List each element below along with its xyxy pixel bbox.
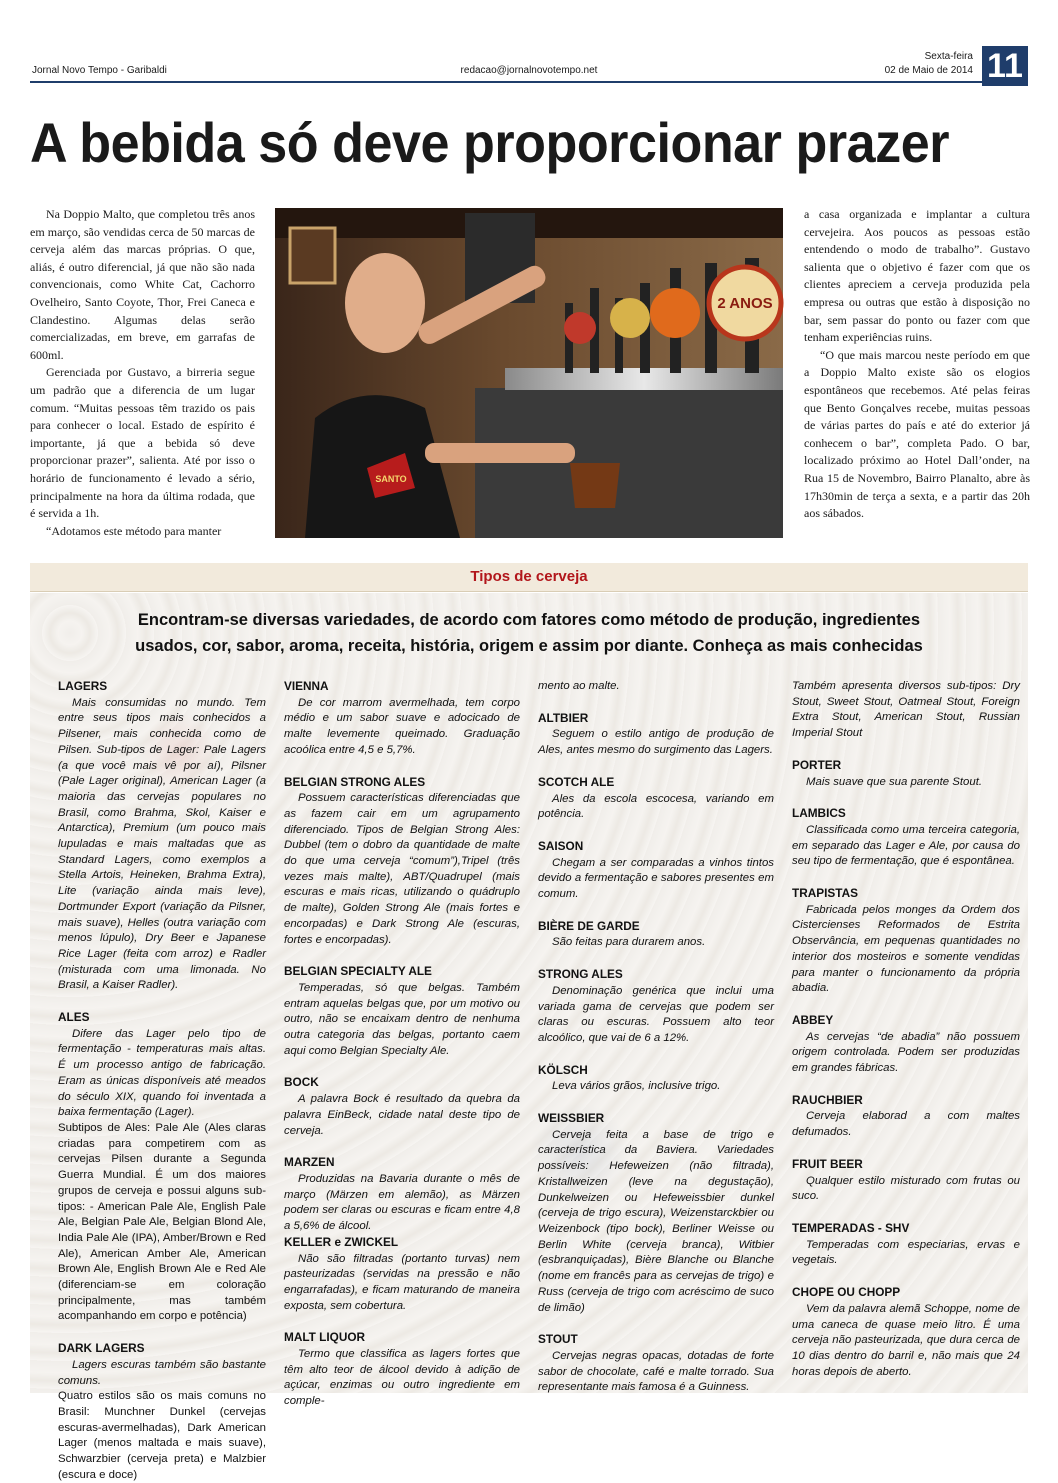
entry-spacer [284,1059,520,1075]
beer-type-entry [284,1075,520,1139]
entry-spacer [792,870,1020,886]
beer-type-heading: LAMBICS [792,806,846,821]
beer-type-heading: DARK LAGERS [58,1341,145,1356]
beer-type-entry [792,1013,1020,1077]
bar-taps-illustration [275,208,783,538]
email-address[interactable]: redacao@jornalnovotempo.net [460,65,598,76]
beer-type-entry [58,1341,266,1483]
tap-badge [610,298,650,338]
beer-types-column-1 [58,679,266,1483]
article-paragraph: Gerenciada por Gustavo, a birreria segue um padrão que a diferencia de um lugar comum. “Muitas pessoas têm trazido os pais para conhecer o local. Estado de espírito é importante, já que a bebida só deve proporcionar prazer”, salienta. Até por isso o horário de funcionamento é levado a sério, principalmente na hora da última rodada, que é servida a 1h. [30,365,255,521]
intro-line: usados, cor, sabor, aroma, receita, história, origem e assim por diante. Conheça as mais conhecidas [135,637,923,655]
beer-types-column-3 [538,679,774,1396]
entry-spacer [58,994,266,1010]
beer-type-heading: TEMPERADAS - SHV [792,1220,910,1235]
beer-type-entry [538,919,774,951]
beer-type-description: As cervejas “de abadia” não possuem origem controlada. Podem ser produzidas em grandes fábricas. [792,1030,1020,1075]
entry-spacer [538,1095,774,1111]
beer-type-heading: LAGERS [58,679,108,693]
beer-type-description: Denominação genérica que inclui uma variada gama de cervejas que podem ser claras ou escuras. Possuem alto teor alcoólico, que vai de 6 a 12%. [538,984,774,1044]
article-paragraph: Na Doppio Malto, que completou três anos em março, são vendidas cerca de 50 marcas de cerveja além das marcas próprias. O que, aliás, é outro diferencial, já que não são nada convencionais, como White Cat, Cachorro Ovelheiro, Santo Coyote, Thor, Frei Caneca e Clandestino. Algumas delas serão comercializadas, em breve, em garrafas de 600ml. [30,207,255,362]
beer-type-heading: KELLER e ZWICKEL [284,1234,399,1249]
beer-types-intro [30,607,1028,659]
anniversary-badge-text: 2 ANOS [717,295,773,312]
beer-type-heading: RAUCHBIER [792,1092,863,1107]
intro-line: Encontram-se diversas variedades, de acordo com fatores como método de produção, ingredientes [137,611,921,629]
beer-type-heading: BELGIAN SPECIALTY ALE [284,964,432,979]
beer-type-description: Temperadas, só que belgas. Também entram aquelas belgas que, por um motivo ou outro, não se encaixam dentro de nenhuma outra categoria das belgas, portanto caem aqui como Belgian Specialty Ale. [284,981,520,1057]
beer-type-entry [538,1063,774,1095]
beer-type-description: Cervejas negras opacas, dotadas de forte sabor de chocolate, café e malte torrado. Sua representante mais famosa é a Guinness. [538,1349,774,1394]
beer-type-description: Termo que classifica as lagers fortes que têm alto teor de álcool devido à adição de açúcar, enzimas ou outro ingrediente em comple- [284,1348,520,1408]
entry-spacer [284,948,520,964]
beer-type-description: Fabricada pelos monges da Ordem dos Cistercienses Reformados de Estrita Observância, em pequenas quantidades no interior dos mosteiros e somente vendidas para manter o funcionamento da própria abadia. [792,903,1020,995]
beer-type-description: Qualquer estilo misturado com frutas ou suco. [792,1174,1020,1203]
beer-type-description: Vem da palavra alemã Schoppe, nome de uma caneca de quase meio litro. É uma cerveja não pasteurizada, que dura cerca de 10 dias dentro do barril e, não mais que 24 horas depois de aberto. [792,1302,1020,1378]
beer-type-heading: STOUT [538,1332,578,1347]
article-paragraph: a casa organizada e implantar a cultura cervejeira. Aos poucos as pessoas estão entendendo o modo de trabalho”. Gustavo salienta que o objetivo é fazer com que os clientes apreciem a cerveja produzida pela empresa ou outras que estão à disposição no bar, sem passar do ponto ou fazer com que tenham experiências ruins. [804,207,1030,345]
beer-type-heading: WEISSBIER [538,1111,605,1126]
beer-type-heading: STRONG ALES [538,967,623,982]
beer-types-column-4 [792,679,1020,1380]
beer-glass [570,463,620,508]
beer-type-description: Temperadas com especiarias, ervas e vegetais. [792,1238,1020,1267]
entry-spacer [792,742,1020,758]
beer-type-heading: ALES [58,1010,90,1025]
beer-type-entry [538,1111,774,1316]
beer-type-description: Não são filtradas (portanto turvas) nem pasteurizadas (servidas na pressão e não engarrafadas), e ficam maturando de maneira exposta, sem cobertura. [284,1252,520,1312]
beer-type-heading: VIENNA [284,679,329,693]
entry-spacer [538,1047,774,1063]
beer-type-heading: BOCK [284,1075,319,1090]
entry-spacer [284,1139,520,1155]
entry-spacer [284,759,520,775]
beer-type-heading: MARZEN [284,1155,335,1170]
sidebar-title-bar [30,563,1028,592]
beer-type-entry [284,1330,520,1410]
beer-type-entry [284,1155,520,1235]
beer-type-description: Mais consumidas no mundo. Tem entre seus tipos mais conhecidos a Pilsener, mais conhecida como de Pilsen. Sub-tipos de Lager: Pale Lagers (a que você mais vê por aí), Pilsner (Pale Lager original), American Lager (a maioria das cervejas populares no Brasil, como Brahma, Skol, Kaiser e Antarctica), Premium (um pouco mais lupuladas e mais maltadas que as Standard Lagers, como exemplos a Stella Artois, Heineken, Brahma Extra), Lite (variação ainda mais leve), Dortmunder Export (variação da Pilsner, mais suave), Helles (outra variação com menos lúpulo), Dry Beer e Japanese Rice Lager (feita com arroz) e Radler (misturada com uma limonada. No Brasil, a Kaiser Radler). [58,696,266,992]
beer-type-entry [284,964,520,1059]
beer-type-description: Lagers escuras também são bastante comuns. [58,1358,266,1387]
beer-type-entry [58,1010,266,1325]
entry-spacer [538,695,774,711]
beer-type-entry [792,1157,1020,1205]
beer-type-description: Possuem características diferenciadas que as fazem cair em um agrupamento diferenciado. Tipos de Belgian Strong Ales: Dubbel (tem o dobro da quantidade de malte do que uma cerveja “comum”),Tripel (três vezes mais malte), ABT/Quadrupel (mais escuras e mais ricas, utilizando o quádruplo de malte), Golden Strong Ale (mais fortes e encorpadas) e Dark Strong Ale (escuras, fortes e encorpadas). [284,792,520,946]
entry-spacer [538,1316,774,1332]
issue-date: 02 de Maio de 2014 [884,65,973,76]
entry-spacer [792,997,1020,1013]
entry-spacer [284,1314,520,1330]
beer-type-heading: CHOPE OU CHOPP [792,1285,901,1300]
entry-spacer [58,1325,266,1341]
beer-type-subtypes: Quatro estilos são os mais comuns no Brasil: Munchner Dunkel (cervejas escuras-avermelhadas), Dark American Lager (menos maltada e mais suave), Schwarzbier (cerveja preta) e Malzbier (escura e doce) [58,1390,266,1481]
weekday: Sexta-feira [924,51,973,62]
beer-type-description: Cerveja elaborad a com maltes defumados. [792,1110,1020,1139]
publication-name: Jornal Novo Tempo - Garibaldi [32,65,167,76]
beer-type-description: Ales da escola escocesa, variando em potência. [538,792,774,821]
beer-types-box [30,593,1028,1481]
beer-type-description: Leva vários grãos, inclusive trigo. [552,1080,721,1093]
entry-spacer [792,1077,1020,1093]
beer-type-description: Cerveja feita a base de trigo e característica da Baviera. Variedades possíveis: Hefeweizen (não filtrada), Kristallweizen (leve na degustação), Dunkelweizen ou Hefeweissbier dunkel (cerveja de trigo escura), Weizenstarckbier ou Weizenbock (tipo bock), Berliner Weisse ou Berlin White (cerveja branca), Witbier (esbranquiçadas), Bière Blanche ou Blanche (nome em francês para as cervejas de trigo) e Russ (cerveja de trigo com acréscimo de suco de limão) [538,1128,774,1314]
entry-spacer [792,1269,1020,1285]
tap-badge [564,312,596,344]
beer-types-column-2 [284,679,520,1410]
beer-type-description: Classificada como uma terceira categoria, em separado das Lager e Ale, por causa do seu tipo de fermentação, que é espontânea. [792,823,1020,868]
date-block [885,50,973,78]
beer-type-entry [538,711,774,759]
entry-spacer [538,903,774,919]
beer-type-entry [792,806,1020,870]
beer-type-heading: SCOTCH ALE [538,774,615,789]
beer-type-heading: ALTBIER [538,710,589,725]
beer-type-entry [284,679,520,759]
beer-type-entry [538,967,774,1047]
entry-spacer [792,790,1020,806]
bartender-photo [275,208,783,538]
beer-type-description: A palavra Bock é resultado da quebra da palavra EinBeck, cidade natal deste tipo de cerveja. [284,1093,520,1137]
header-rule [30,81,982,83]
beer-type-heading: KÖLSCH [538,1062,588,1077]
beer-type-heading: BELGIAN STRONG ALES [284,774,426,789]
beer-type-entry [284,775,520,949]
beer-type-description: De cor marrom avermelhada, tem corpo médio e um sabor suave e adocicado de malte levemente queimado. Graduação acoólica entre 4,5 e 5,7%. [284,696,520,756]
article-paragraph: “Adotamos este método para manter [46,523,222,538]
beer-type-heading: ABBEY [792,1012,834,1027]
beer-type-heading: BIÈRE DE GARDE [538,918,640,933]
beer-type-entry [792,1221,1020,1269]
sidebar-title: Tipos de cerveja [470,568,588,585]
beer-type-entry [538,1332,774,1396]
beer-type-description: Também apresenta diversos sub-tipos: Dry Stout, Sweet Stout, Oatmeal Stout, Foreign Extra Stout, American Stout, Russian Imperial Stout [792,680,1020,740]
beer-type-entry [538,679,774,695]
page-number: 11 [982,46,1028,86]
article-column-3 [804,206,1030,523]
beer-type-entry [792,1285,1020,1380]
beer-type-description: Seguem o estilo antigo de produção de Ales, antes mesmo do surgimento das Lagers. [538,728,774,757]
entry-spacer [538,759,774,775]
beer-type-entry [792,758,1020,790]
beer-type-heading: MALT LIQUOR [284,1330,366,1345]
beer-type-description: Produzidas na Bavaria durante o mês de março (Märzen em alemão), as Märzen podem ser claras ou escuras e ficam entre 4,8 a 5,6% de álcool. [284,1172,520,1233]
article-column-1 [30,206,255,540]
entry-spacer [792,1205,1020,1221]
beer-type-description: Mais suave que sua parente Stout. [806,775,983,788]
beer-type-entry [538,839,774,903]
entry-spacer [538,823,774,839]
beer-type-description: mento ao malte. [538,680,620,692]
beer-type-entry [58,679,266,994]
beer-type-subtypes: Subtipos de Ales: Pale Ale (Ales claras criadas para competirem com as cervejas Pilsen durante a Segunda Guerra Mundial. É um dos maiores grupos de cerveja e possui alguns sub-tipos: - American Pale Ale, English Pale Ale, Belgian Pale Ale, Belgian Blond Ale, India Pale Ale (IPA), Amber/Brown e Red Ale), American Amber Ale, American Brown Ale, English Brown Ale e Red Ale (diferenciam-se em coloração principalmente, mas também acompanhando em corpo e potência) [58,1121,266,1323]
beer-type-description: Chegam a ser comparadas a vinhos tintos devido a fermentação e sabores presentes em comum. [538,856,774,901]
beer-type-description: São feitas para durarem anos. [552,936,706,949]
article-paragraph: “O que mais marcou neste período em que a Doppio Malto existe são os elogios espontâneos que recebemos. Até pelas feiras que Bento Gonçalves recebe, muitas pessoas de várias partes do país e até do exterior já conhecem o bar”, completa Pado. O bar, localizado próximo ao Hotel Dall’onder, na Rua 15 de Novembro, Bairro Planalto, abre às 17h30min de terça a sexta, e a partir das 20h aos sábados. [804,347,1030,521]
tap-badge [650,288,700,338]
beer-type-entry [792,886,1020,997]
beer-type-heading: SAISON [538,838,584,853]
beer-type-heading: FRUIT BEER [792,1156,863,1171]
beer-type-entry [792,679,1020,742]
entry-spacer [538,951,774,967]
entry-spacer [792,1141,1020,1157]
beer-type-entry [284,1235,520,1315]
shirt-logo-text: SANTO [375,474,407,484]
beer-type-description: Difere das Lager pelo tipo de fermentação - temperaturas mais altas. É um processo antigo de fabricação. Eram as únicas disponíveis até meados do século XIX, quando foi inventada a baixa fermentação (Lager). [58,1027,266,1119]
beer-type-entry [538,775,774,823]
beer-type-heading: TRAPISTAS [792,886,858,901]
headline: A bebida só deve proporcionar prazer [30,111,949,174]
beer-type-entry [792,1093,1020,1141]
beer-type-heading: PORTER [792,757,842,772]
